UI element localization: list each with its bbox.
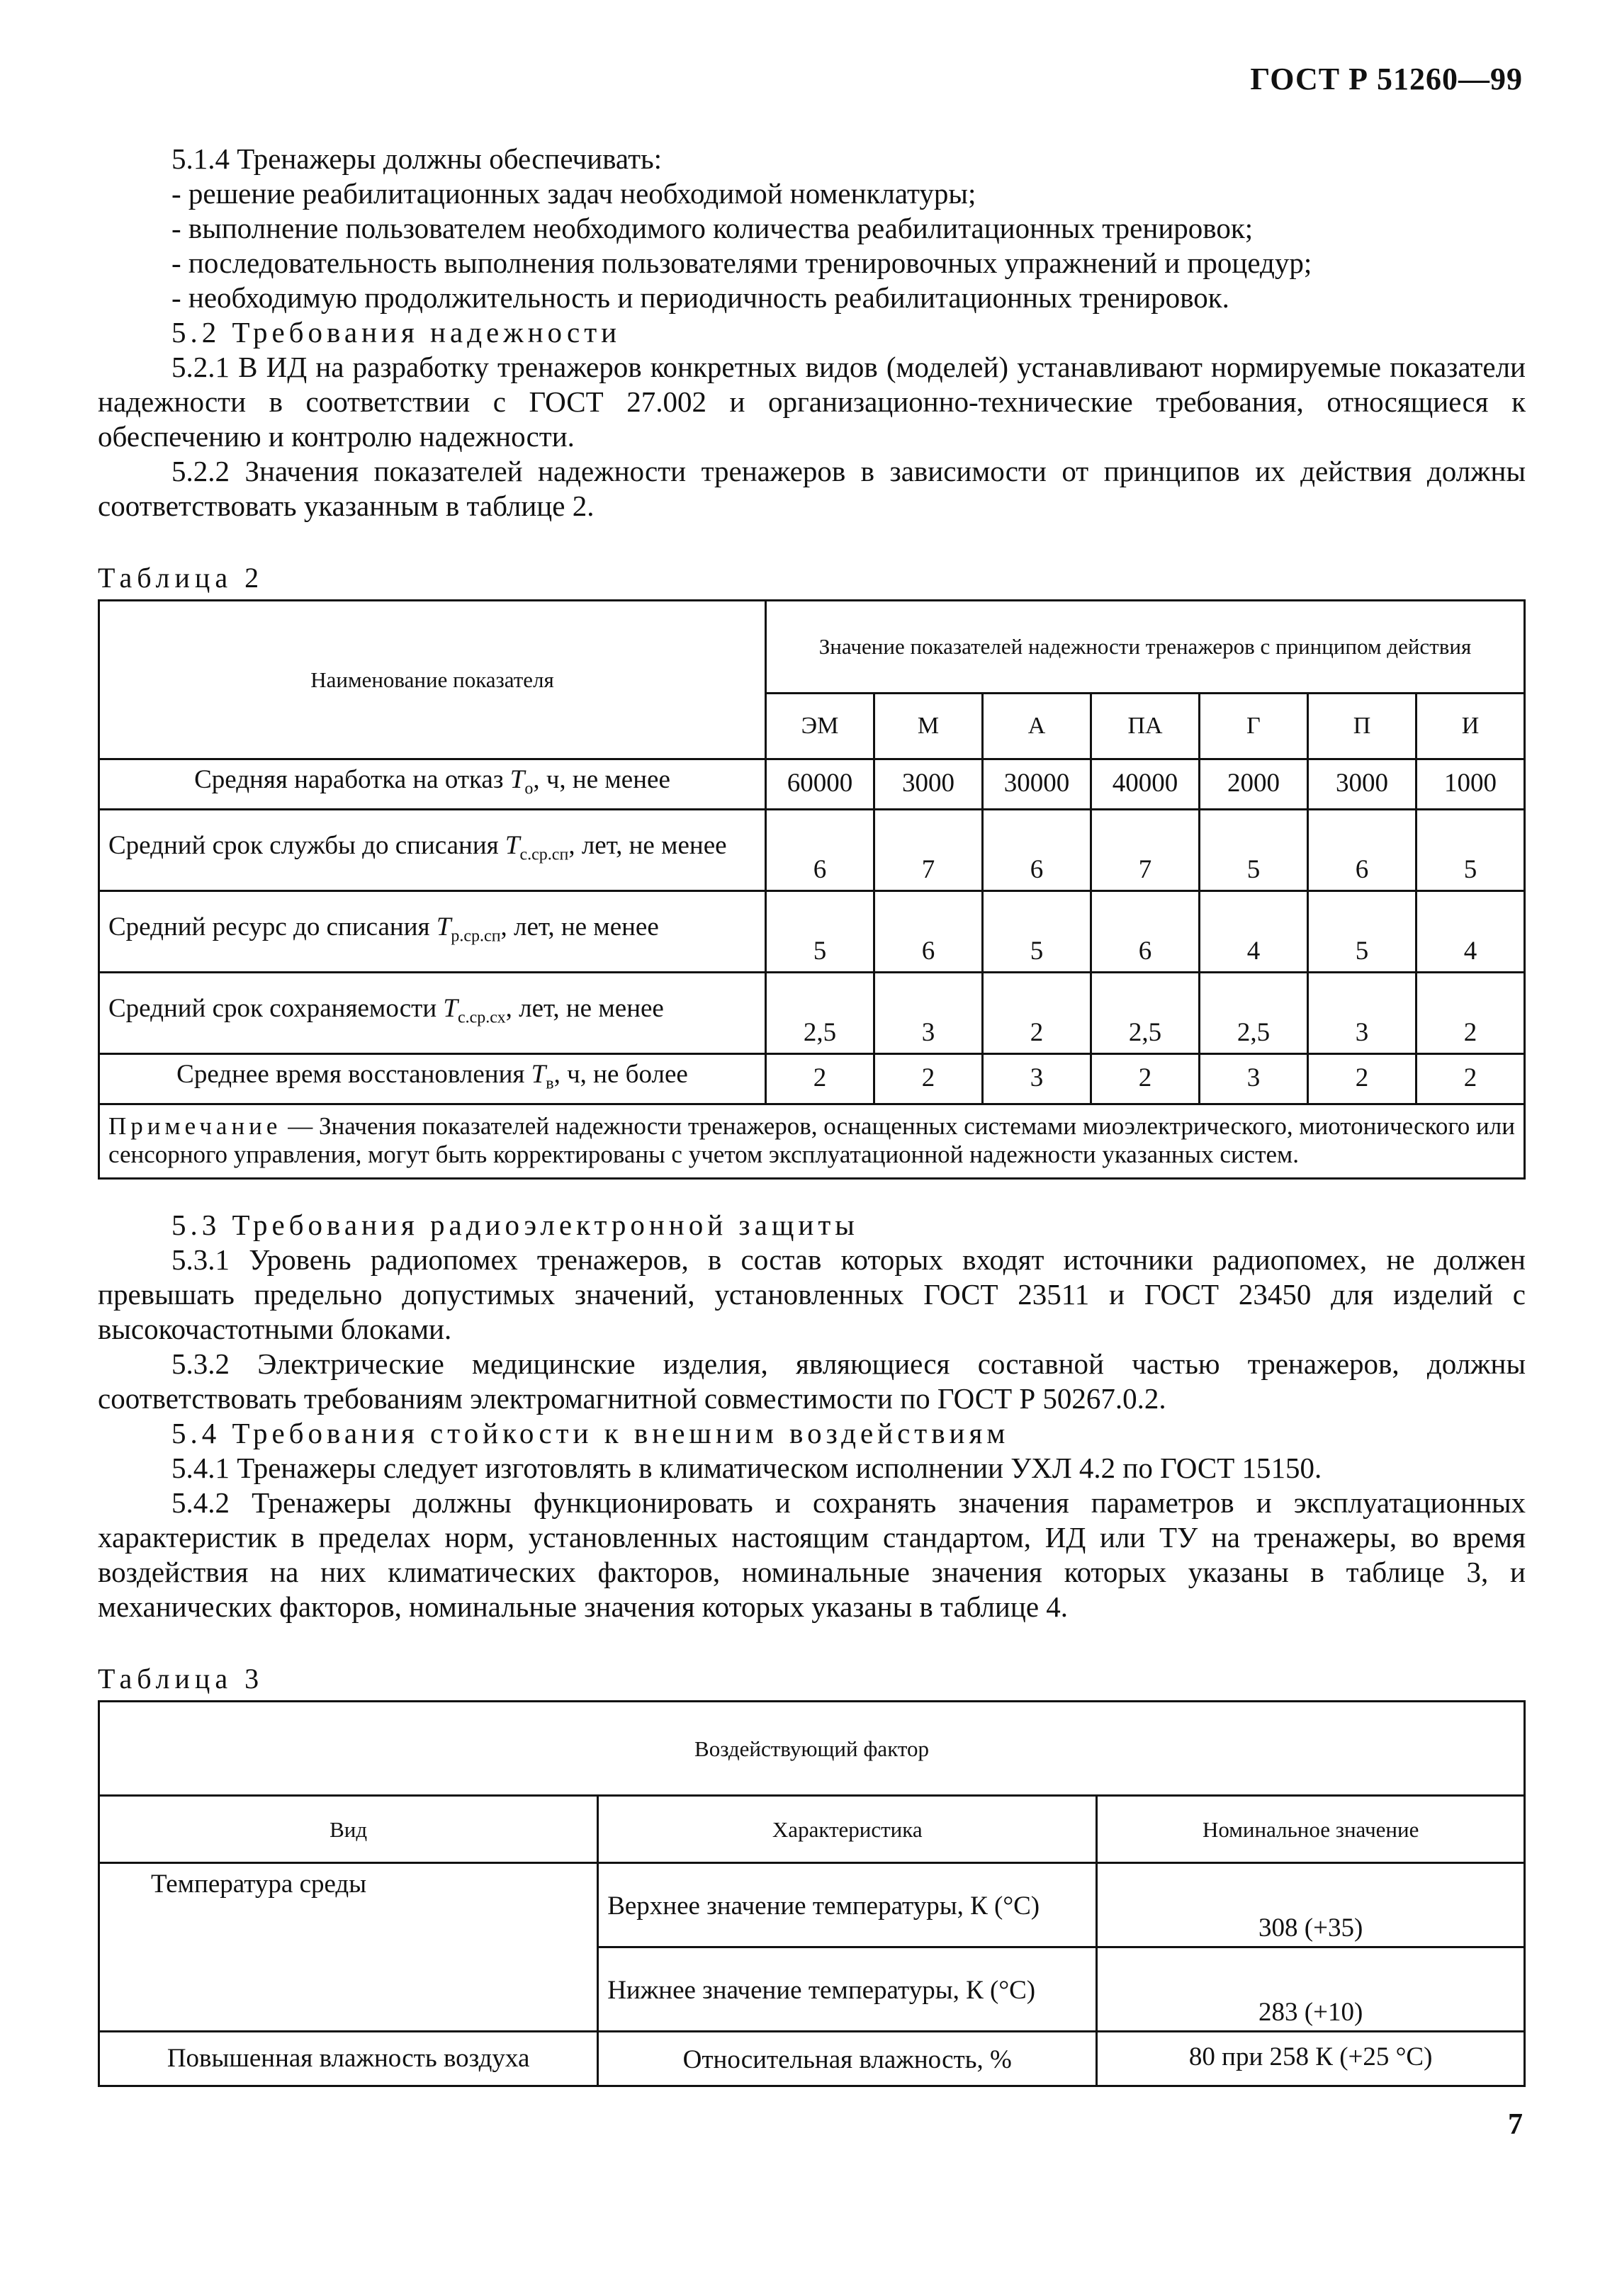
value-cell: 7 — [874, 810, 983, 891]
list-item: - решение реабилитационных задач необходимой номенклатуры; — [171, 177, 976, 210]
value-cell: 60000 — [766, 759, 874, 810]
column-header-nominal: Номинальное значение — [1097, 1796, 1525, 1863]
paragraph-5-4-2: 5.4.2 Тренажеры должны функционировать и сохранять значения параметров и эксплуатационных характеристик в пределах норм, установленных настоящим стандартом, ИД или ТУ на тренажеры, во время воздействия на них климатических факторов, номинальные значения которых указаны в таблице 3, и механических факторов, номинальные значения которых указаны в таблице 4. — [98, 1486, 1526, 1623]
value-cell: 2 — [766, 1054, 874, 1104]
indicator-text: , лет, не менее — [505, 993, 664, 1023]
nominal-value-cell: 283 (+10) — [1097, 1947, 1525, 2032]
table-row — [99, 759, 1525, 810]
paragraph-5-4-1: 5.4.1 Тренажеры следует изготовлять в климатическом исполнении УХЛ 4.2 по ГОСТ 15150. — [171, 1452, 1322, 1484]
indicator-name-cell — [99, 810, 766, 891]
value-cell: 2,5 — [1200, 973, 1308, 1054]
table-row — [99, 810, 1525, 891]
indicator-text: , лет, не менее — [500, 912, 659, 941]
value-cell: 2 — [1417, 973, 1525, 1054]
indicator-text: Среднее время восстановления — [176, 1059, 531, 1089]
value-cell: 5 — [766, 891, 874, 973]
indicator-name-cell — [99, 1054, 766, 1104]
list-item: - последовательность выполнения пользователями тренировочных упражнений и процедур; — [171, 247, 1312, 279]
value-cell: 6 — [1308, 810, 1417, 891]
value-cell: 5 — [1417, 810, 1525, 891]
column-header-values: Значение показателей надежности тренажеров с принципом действия — [766, 601, 1525, 694]
indicator-text: , ч, не менее — [533, 764, 670, 794]
value-cell: 6 — [766, 810, 874, 891]
indicator-text: Средний срок службы до списания — [108, 830, 505, 860]
value-cell: 3000 — [1308, 759, 1417, 810]
indicator-subscript: с.ср.сп — [519, 845, 569, 864]
indicator-symbol: T — [436, 912, 451, 941]
column-header-code: П — [1308, 694, 1417, 759]
nominal-value-cell: 80 при 258 К (+25 °С) — [1097, 2032, 1525, 2086]
column-header-code: ЭМ — [766, 694, 874, 759]
indicator-text: , ч, не более — [553, 1059, 688, 1089]
list-item: - выполнение пользователем необходимого количества реабилитационных тренировок; — [171, 212, 1254, 244]
value-cell: 5 — [1308, 891, 1417, 973]
page-number: 7 — [1508, 2108, 1523, 2141]
column-header-code: ПА — [1091, 694, 1200, 759]
value-cell: 6 — [1091, 891, 1200, 973]
table-row — [99, 1863, 1525, 1947]
table-row — [99, 2032, 1525, 2086]
value-cell: 4 — [1417, 891, 1525, 973]
note-text: — Значения показателей надежности тренажеров, оснащенных системами миоэлектрического, миотонического или сенсорного управления, могут быть корректированы с учетом эксплуатационной надежности указанных систем. — [108, 1112, 1515, 1168]
paragraph-5-1-4-intro: 5.1.4 Тренажеры должны обеспечивать: — [171, 142, 663, 175]
value-cell: 3 — [874, 973, 983, 1054]
section-heading-5-2: 5.2 Требования надежности — [171, 316, 621, 349]
value-cell: 3 — [1200, 1054, 1308, 1104]
table-3-caption: Таблица 3 — [98, 1663, 264, 1695]
nominal-value-cell: 308 (+35) — [1097, 1863, 1525, 1947]
table-row — [99, 973, 1525, 1054]
value-cell: 3 — [983, 1054, 1091, 1104]
table-2-caption: Таблица 2 — [98, 562, 264, 594]
paragraph-5-2-2: 5.2.2 Значения показателей надежности тренажеров в зависимости от принципов их действия должны соответствовать указанным в таблице 2. — [98, 455, 1526, 522]
column-header-code: А — [983, 694, 1091, 759]
indicator-symbol: T — [509, 764, 525, 794]
value-cell: 1000 — [1417, 759, 1525, 810]
indicator-subscript: с.ср.сх — [457, 1008, 506, 1027]
value-cell: 6 — [983, 810, 1091, 891]
column-header-code: И — [1417, 694, 1525, 759]
value-cell: 7 — [1091, 810, 1200, 891]
characteristic-cell: Относительная влажность, % — [598, 2032, 1097, 2086]
climatic-factors-table — [98, 1700, 1526, 2087]
indicator-name-cell — [99, 973, 766, 1054]
value-cell: 40000 — [1091, 759, 1200, 810]
table-row — [99, 891, 1525, 973]
indicator-subscript: в — [546, 1074, 554, 1093]
column-header-kind: Вид — [99, 1796, 598, 1863]
paragraph-5-3-1: 5.3.1 Уровень радиопомех тренажеров, в состав которых входят источники радиопомех, не должен превышать предельно допустимых значений, установленных ГОСТ 23511 и ГОСТ 23450 для изделий с высокочастотными блоками. — [98, 1243, 1526, 1345]
indicator-text: Средний срок сохраняемости — [108, 993, 444, 1023]
indicator-symbol: T — [531, 1059, 546, 1089]
value-cell: 30000 — [983, 759, 1091, 810]
indicator-name-cell — [99, 759, 766, 810]
indicator-text: Средний ресурс до списания — [108, 912, 437, 941]
indicator-subscript: о — [524, 779, 534, 798]
value-cell: 5 — [983, 891, 1091, 973]
value-cell: 2 — [874, 1054, 983, 1104]
table-row — [99, 1054, 1525, 1104]
note-label: Примечание — [108, 1112, 282, 1140]
characteristic-cell: Верхнее значение температуры, К (°С) — [598, 1863, 1097, 1947]
indicator-text: Средняя наработка на отказ — [194, 764, 510, 794]
indicator-symbol: T — [443, 993, 458, 1023]
indicator-subscript: р.ср.сп — [451, 927, 501, 946]
column-header-code: Г — [1200, 694, 1308, 759]
factor-kind-cell: Повышенная влажность воздуха — [99, 2032, 598, 2086]
indicator-symbol: T — [505, 830, 520, 860]
characteristic-cell: Нижнее значение температуры, К (°С) — [598, 1947, 1097, 2032]
value-cell: 4 — [1200, 891, 1308, 973]
section-heading-5-3: 5.3 Требования радиоэлектронной защиты — [171, 1209, 859, 1241]
value-cell: 2000 — [1200, 759, 1308, 810]
value-cell: 2,5 — [766, 973, 874, 1054]
reliability-table — [98, 599, 1526, 1180]
column-header-factor: Воздействующий фактор — [99, 1702, 1525, 1796]
document-header: ГОСТ Р 51260—99 — [1250, 62, 1523, 96]
value-cell: 2,5 — [1091, 973, 1200, 1054]
value-cell: 2 — [1308, 1054, 1417, 1104]
value-cell: 2 — [1417, 1054, 1525, 1104]
value-cell: 3 — [1308, 973, 1417, 1054]
column-header-code: М — [874, 694, 983, 759]
column-header-characteristic: Характеристика — [598, 1796, 1097, 1863]
column-header-indicator: Наименование показателя — [99, 601, 766, 759]
value-cell: 2 — [1091, 1054, 1200, 1104]
indicator-text: , лет, не менее — [568, 830, 727, 860]
list-item: - необходимую продолжительность и периодичность реабилитационных тренировок. — [171, 281, 1229, 314]
paragraph-5-2-1: 5.2.1 В ИД на разработку тренажеров конкретных видов (моделей) устанавливают нормируемые показатели надежности в соответствии с ГОСТ 27.002 и организационно-технические требования, относящиеся к обеспечению и контролю надежности. — [98, 351, 1526, 453]
document-body — [98, 142, 1526, 2087]
value-cell: 5 — [1200, 810, 1308, 891]
indicator-name-cell — [99, 891, 766, 973]
value-cell: 3000 — [874, 759, 983, 810]
section-heading-5-4: 5.4 Требования стойкости к внешним воздействиям — [171, 1417, 1010, 1449]
value-cell: 6 — [874, 891, 983, 973]
table-note — [99, 1104, 1525, 1179]
factor-kind-cell: Температура среды — [99, 1863, 598, 2032]
value-cell: 2 — [983, 973, 1091, 1054]
paragraph-5-3-2: 5.3.2 Электрические медицинские изделия, являющиеся составной частью тренажеров, должны соответствовать требованиям электромагнитной совместимости по ГОСТ Р 50267.0.2. — [98, 1347, 1526, 1415]
